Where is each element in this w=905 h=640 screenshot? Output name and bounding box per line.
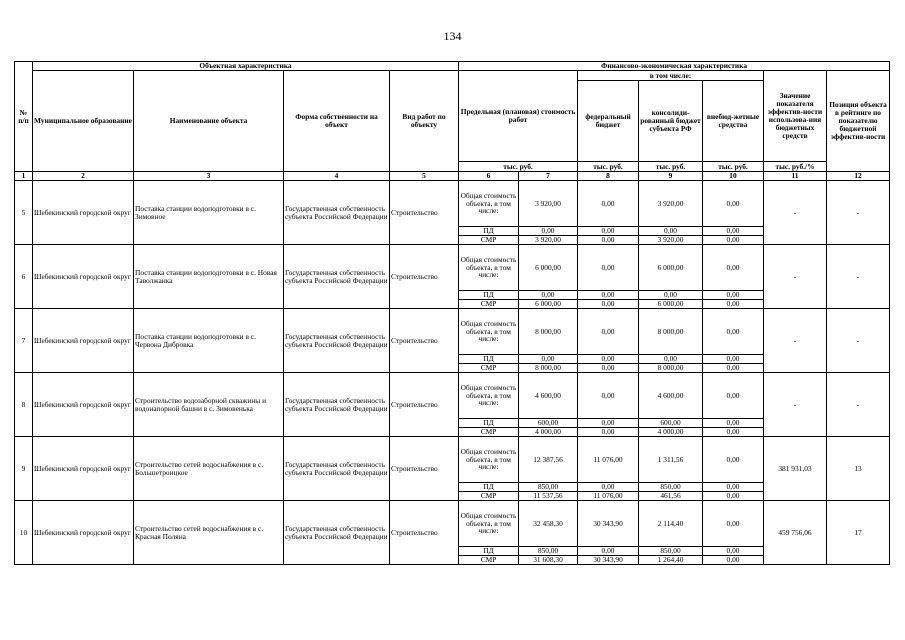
pd-federal-value: 0,00 (578, 227, 639, 236)
column-number: 8 (578, 172, 639, 181)
unit-efficiency: тыс. руб./% (764, 162, 827, 172)
total-offbudget-value: 0,00 (703, 373, 764, 419)
object-name-cell: Поставка станции водоподготовки в с. Зимовное (134, 181, 284, 245)
pd-label: ПД (459, 419, 519, 428)
smr-cost-value: 8 000,00 (519, 364, 578, 373)
pd-label: ПД (459, 291, 519, 300)
works-cell: Строительство (390, 373, 459, 437)
pd-consolidated-value: 0,00 (639, 227, 703, 236)
header-works: Вид работ по объекту (390, 71, 459, 172)
unit-offbudget: тыс. руб. (703, 162, 764, 172)
header-ownership: Форма собственности на объект (284, 71, 390, 172)
smr-federal-value: 11 076,00 (578, 492, 639, 501)
smr-consolidated-value: 461,56 (639, 492, 703, 501)
smr-consolidated-value: 8 000,00 (639, 364, 703, 373)
smr-label: СМР (459, 300, 519, 309)
smr-federal-value: 0,00 (578, 364, 639, 373)
total-offbudget-value: 0,00 (703, 437, 764, 483)
ownership-cell: Государственная собственность субъекта Российской Федерации (284, 373, 390, 437)
municipality-cell: Шебекинский городской округ (33, 181, 134, 245)
column-number: 7 (519, 172, 578, 181)
works-cell: Строительство (390, 245, 459, 309)
header-federal: федеральный бюджет (578, 81, 639, 162)
total-offbudget-value: 0,00 (703, 501, 764, 547)
efficiency-value: 459 756,06 (764, 501, 827, 565)
total-consolidated-value: 1 311,56 (639, 437, 703, 483)
column-number: 10 (703, 172, 764, 181)
pd-consolidated-value: 0,00 (639, 355, 703, 364)
pd-cost-value: 850,00 (519, 547, 578, 556)
object-name-cell: Строительство сетей водоснабжения в с. Красная Поляна (134, 501, 284, 565)
row-number: 9 (15, 437, 33, 501)
total-cost-label: Общая стоимость объекта, в том числе: (459, 373, 519, 419)
header-consolidated: консолиди-рованный бюджет субъекта РФ (639, 81, 703, 162)
pd-cost-value: 0,00 (519, 291, 578, 300)
total-cost-value: 6 000,00 (519, 245, 578, 291)
smr-offbudget-value: 0,00 (703, 236, 764, 245)
financial-table (14, 61, 890, 565)
pd-label: ПД (459, 355, 519, 364)
smr-label: СМР (459, 428, 519, 437)
municipality-cell: Шебекинский городской округ (33, 245, 134, 309)
object-name-cell: Поставка станции водоподготовки в с. Червона Дибровка (134, 309, 284, 373)
smr-cost-value: 11 537,56 (519, 492, 578, 501)
ownership-cell: Государственная собственность субъекта Российской Федерации (284, 437, 390, 501)
smr-federal-value: 0,00 (578, 300, 639, 309)
smr-cost-value: 4 000,00 (519, 428, 578, 437)
column-number: 4 (284, 172, 390, 181)
rating-position-value: - (827, 373, 890, 437)
smr-offbudget-value: 0,00 (703, 300, 764, 309)
header-row-groups (15, 62, 890, 71)
unit-federal: тыс. руб. (578, 162, 639, 172)
row-number: 10 (15, 501, 33, 565)
smr-label: СМР (459, 236, 519, 245)
rating-position-value: - (827, 181, 890, 245)
page-number: 134 (443, 29, 462, 43)
smr-offbudget-value: 0,00 (703, 556, 764, 565)
pd-offbudget-value: 0,00 (703, 227, 764, 236)
column-number: 12 (827, 172, 890, 181)
pd-label: ПД (459, 227, 519, 236)
header-efficiency: Значение показателя эффектив-ности использова-ния бюджетных средств (764, 71, 827, 162)
smr-offbudget-value: 0,00 (703, 428, 764, 437)
header-municipality: Муниципальное образование (33, 71, 134, 172)
table-body (15, 62, 890, 565)
pd-consolidated-value: 600,00 (639, 419, 703, 428)
total-cost-label: Общая стоимость объекта, в том числе: (459, 245, 519, 291)
efficiency-value: - (764, 245, 827, 309)
column-number: 9 (639, 172, 703, 181)
rating-position-value: 17 (827, 501, 890, 565)
ownership-cell: Государственная собственность субъекта Российской Федерации (284, 245, 390, 309)
pd-consolidated-value: 850,00 (639, 483, 703, 492)
table-row (15, 181, 890, 227)
pd-consolidated-value: 0,00 (639, 291, 703, 300)
total-federal-value: 11 076,00 (578, 437, 639, 483)
works-cell: Строительство (390, 437, 459, 501)
pd-label: ПД (459, 547, 519, 556)
header-object-name: Наименование объекта (134, 71, 284, 172)
table-row (15, 501, 890, 547)
pd-cost-value: 600,00 (519, 419, 578, 428)
table-row (15, 309, 890, 355)
smr-offbudget-value: 0,00 (703, 364, 764, 373)
total-cost-label: Общая стоимость объекта, в том числе: (459, 501, 519, 547)
total-cost-value: 32 458,30 (519, 501, 578, 547)
total-cost-value: 4 600,00 (519, 373, 578, 419)
pd-offbudget-value: 0,00 (703, 419, 764, 428)
smr-cost-value: 3 920,00 (519, 236, 578, 245)
header-cost: Предельная (плановая) стоимость работ (459, 71, 578, 162)
total-consolidated-value: 6 000,00 (639, 245, 703, 291)
smr-offbudget-value: 0,00 (703, 492, 764, 501)
table-row (15, 437, 890, 483)
smr-consolidated-value: 3 920,00 (639, 236, 703, 245)
total-cost-value: 8 000,00 (519, 309, 578, 355)
total-offbudget-value: 0,00 (703, 181, 764, 227)
unit-consolidated: тыс. руб. (639, 162, 703, 172)
header-row-numbers (15, 172, 890, 181)
total-federal-value: 30 343,90 (578, 501, 639, 547)
municipality-cell: Шебекинский городской округ (33, 501, 134, 565)
object-name-cell: Поставка станции водоподготовки в с. Новая Таволжанка (134, 245, 284, 309)
total-cost-label: Общая стоимость объекта, в том числе: (459, 437, 519, 483)
pd-offbudget-value: 0,00 (703, 291, 764, 300)
table-row (15, 245, 890, 291)
efficiency-value: - (764, 373, 827, 437)
total-consolidated-value: 8 000,00 (639, 309, 703, 355)
column-number: 3 (134, 172, 284, 181)
column-number: 11 (764, 172, 827, 181)
ownership-cell: Государственная собственность субъекта Российской Федерации (284, 309, 390, 373)
municipality-cell: Шебекинский городской округ (33, 373, 134, 437)
object-name-cell: Строительство сетей водоснабжения в с. Большетроицкое (134, 437, 284, 501)
row-number: 7 (15, 309, 33, 373)
pd-label: ПД (459, 483, 519, 492)
smr-federal-value: 0,00 (578, 236, 639, 245)
efficiency-value: - (764, 309, 827, 373)
header-object-group: Объектная характеристика (33, 62, 459, 71)
efficiency-value: - (764, 181, 827, 245)
works-cell: Строительство (390, 501, 459, 565)
header-offbudget: внебюд-жетные средства (703, 81, 764, 162)
rating-position-value: - (827, 309, 890, 373)
header-num: № п/п (15, 62, 33, 172)
row-number: 5 (15, 181, 33, 245)
efficiency-value: 381 931,03 (764, 437, 827, 501)
ownership-cell: Государственная собственность субъекта Российской Федерации (284, 181, 390, 245)
smr-consolidated-value: 4 000,00 (639, 428, 703, 437)
column-number: 1 (15, 172, 33, 181)
column-number: 2 (33, 172, 134, 181)
total-federal-value: 0,00 (578, 309, 639, 355)
total-cost-value: 3 920,00 (519, 181, 578, 227)
total-cost-value: 12 387,56 (519, 437, 578, 483)
smr-consolidated-value: 1 264,40 (639, 556, 703, 565)
header-row-including (15, 71, 890, 81)
works-cell: Строительство (390, 181, 459, 245)
total-federal-value: 0,00 (578, 181, 639, 227)
object-name-cell: Строительство водозаборной скважины и водонапорной башни в с. Зимовенька (134, 373, 284, 437)
pd-federal-value: 0,00 (578, 547, 639, 556)
pd-federal-value: 0,00 (578, 291, 639, 300)
rating-position-value: 13 (827, 437, 890, 501)
pd-offbudget-value: 0,00 (703, 355, 764, 364)
pd-cost-value: 0,00 (519, 355, 578, 364)
ownership-cell: Государственная собственность субъекта Российской Федерации (284, 501, 390, 565)
municipality-cell: Шебекинский городской округ (33, 309, 134, 373)
header-including: в том числе: (578, 71, 764, 81)
total-cost-label: Общая стоимость объекта, в том числе: (459, 181, 519, 227)
row-number: 6 (15, 245, 33, 309)
municipality-cell: Шебекинский городской округ (33, 437, 134, 501)
total-federal-value: 0,00 (578, 373, 639, 419)
total-consolidated-value: 4 600,00 (639, 373, 703, 419)
total-offbudget-value: 0,00 (703, 245, 764, 291)
header-position: Позиция объекта в рейтинге по показателю бюджетной эффектив-ности (827, 71, 890, 172)
column-number: 6 (459, 172, 519, 181)
smr-federal-value: 30 343,90 (578, 556, 639, 565)
pd-consolidated-value: 850,00 (639, 547, 703, 556)
pd-cost-value: 0,00 (519, 227, 578, 236)
smr-consolidated-value: 6 000,00 (639, 300, 703, 309)
pd-offbudget-value: 0,00 (703, 483, 764, 492)
pd-offbudget-value: 0,00 (703, 547, 764, 556)
rating-position-value: - (827, 245, 890, 309)
column-number: 5 (390, 172, 459, 181)
total-consolidated-value: 2 114,40 (639, 501, 703, 547)
pd-federal-value: 0,00 (578, 483, 639, 492)
header-finance-group: Финансово-экономическая характеристика (459, 62, 890, 71)
total-offbudget-value: 0,00 (703, 309, 764, 355)
table-row (15, 373, 890, 419)
smr-cost-value: 31 608,30 (519, 556, 578, 565)
smr-federal-value: 0,00 (578, 428, 639, 437)
total-federal-value: 0,00 (578, 245, 639, 291)
smr-label: СМР (459, 556, 519, 565)
total-cost-label: Общая стоимость объекта, в том числе: (459, 309, 519, 355)
pd-cost-value: 850,00 (519, 483, 578, 492)
pd-federal-value: 0,00 (578, 419, 639, 428)
row-number: 8 (15, 373, 33, 437)
total-consolidated-value: 3 920,00 (639, 181, 703, 227)
unit-cost: тыс. руб. (459, 162, 578, 172)
pd-federal-value: 0,00 (578, 355, 639, 364)
smr-label: СМР (459, 364, 519, 373)
works-cell: Строительство (390, 309, 459, 373)
smr-label: СМР (459, 492, 519, 501)
smr-cost-value: 6 000,00 (519, 300, 578, 309)
